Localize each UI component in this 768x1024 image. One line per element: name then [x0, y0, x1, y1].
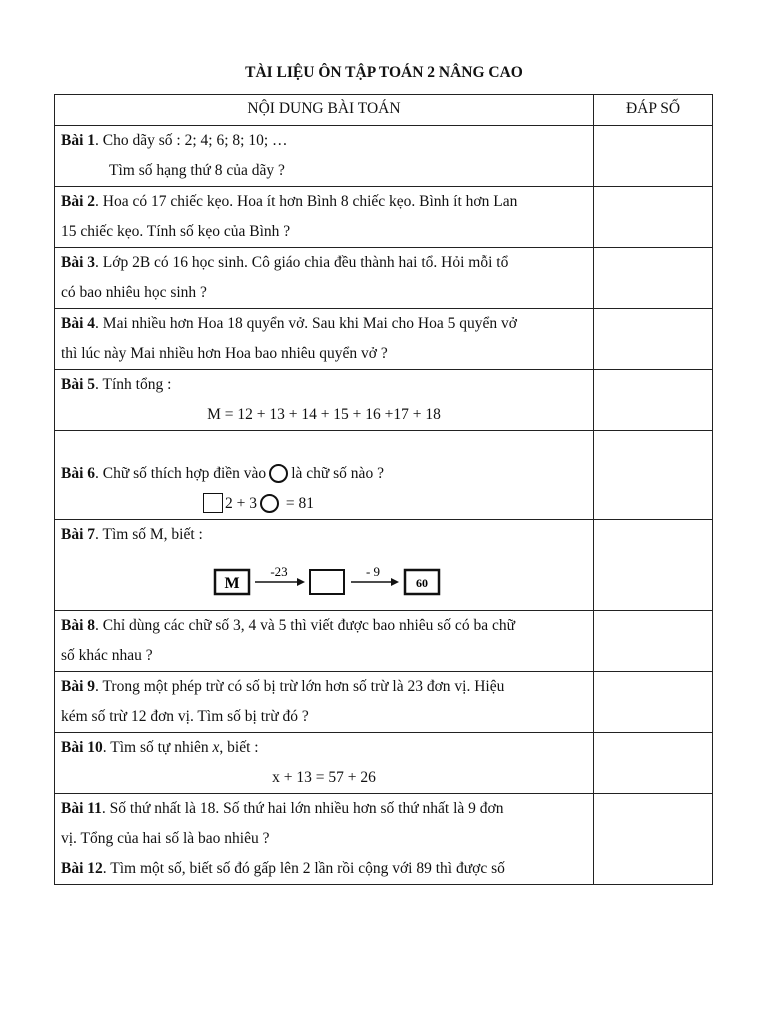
problem-label: Bài 10: [61, 739, 103, 756]
flow-diagram-svg: [207, 560, 447, 600]
problem-label: Bài 9: [61, 678, 96, 695]
problem-2: [55, 187, 594, 248]
square-blank-icon: [203, 493, 223, 513]
problem-text: là chữ số nào ?: [291, 465, 384, 482]
problem-label: Bài 12: [61, 860, 103, 877]
problem-equation: [61, 489, 587, 519]
problem-1: [55, 126, 594, 187]
flow-arrowhead-2: [391, 578, 399, 586]
problem-label: Bài 8: [61, 617, 96, 634]
answer-cell[interactable]: [594, 126, 713, 187]
table-row: [55, 309, 713, 370]
answer-cell[interactable]: [594, 611, 713, 672]
problem-text: . Tính tổng :: [95, 376, 172, 393]
problem-text: . Hoa có 17 chiếc kẹo. Hoa ít hơn Bình 8 chiếc kẹo. Bình ít hơn Lan: [95, 193, 518, 210]
table-row: [55, 611, 713, 672]
problem-11-12: [55, 794, 594, 885]
equation-part: 2 + 3: [225, 495, 257, 512]
document-title: TÀI LIỆU ÔN TẬP TOÁN 2 NÂNG CAO: [245, 64, 523, 81]
problem-text: . Chữ số thích hợp điền vào: [95, 465, 267, 482]
circle-blank-icon: [260, 494, 279, 513]
problem-4: [55, 309, 594, 370]
table-row: [55, 520, 713, 611]
problem-text: . Cho dãy số : 2; 4; 6; 8; 10; …: [95, 132, 288, 149]
flow-op2-label: - 9: [365, 564, 381, 579]
flow-end-label: 60: [416, 576, 428, 590]
problem-text: . Mai nhiều hơn Hoa 18 quyển vở. Sau khi Mai cho Hoa 5 quyển vở: [95, 315, 517, 332]
problem-text: vị. Tổng của hai số là bao nhiêu ?: [61, 830, 270, 847]
equation-part: = 81: [285, 495, 314, 512]
table-row: [55, 794, 713, 885]
table-row: [55, 733, 713, 794]
problem-text: . Lớp 2B có 16 học sinh. Cô giáo chia đều thành hai tổ. Hỏi mỗi tổ: [95, 254, 509, 271]
problem-label: Bài 11: [61, 800, 102, 817]
problem-label: Bài 2: [61, 193, 96, 210]
flow-box-middle: [310, 570, 344, 594]
problem-label: Bài 7: [61, 526, 96, 543]
table-row: [55, 248, 713, 309]
problem-10: [55, 733, 594, 794]
problem-label: Bài 3: [61, 254, 96, 271]
problem-text: . Tìm số tự nhiên: [102, 739, 209, 756]
equation-text: x + 13 = 57 + 26: [272, 769, 376, 786]
answer-cell[interactable]: [594, 309, 713, 370]
problem-text: số khác nhau ?: [61, 647, 153, 664]
answer-cell[interactable]: [594, 431, 713, 520]
answer-cell[interactable]: [594, 672, 713, 733]
problem-table: [54, 94, 713, 885]
problem-label: Bài 4: [61, 315, 96, 332]
problem-3: [55, 248, 594, 309]
problem-text: kém số trừ 12 đơn vị. Tìm số bị trừ đó ?: [61, 708, 309, 725]
problem-text: Tìm số hạng thứ 8 của dãy ?: [109, 162, 285, 179]
problem-9: [55, 672, 594, 733]
table-row: [55, 431, 713, 520]
problem-text: 15 chiếc kẹo. Tính số kẹo của Bình ?: [61, 223, 291, 240]
problem-8: [55, 611, 594, 672]
problem-text: , biết :: [219, 739, 259, 756]
header-content: NỘI DUNG BÀI TOÁN: [55, 95, 594, 126]
answer-cell[interactable]: [594, 520, 713, 611]
flow-arrowhead-1: [297, 578, 305, 586]
problem-text: . Tìm một số, biết số đó gấp lên 2 lần rồi cộng với 89 thì được số: [102, 860, 505, 877]
variable-x: x: [212, 739, 220, 756]
table-row: [55, 672, 713, 733]
problem-6: [55, 431, 594, 520]
problem-label: Bài 6: [61, 465, 96, 482]
table-row: [55, 370, 713, 431]
problem-text: . Tìm số M, biết :: [95, 526, 203, 543]
problem-text: thì lúc này Mai nhiều hơn Hoa bao nhiêu quyển vở ?: [61, 345, 388, 362]
problem-text: . Số thứ nhất là 18. Số thứ hai lớn nhiều hơn số thứ nhất là 9 đơn: [101, 800, 504, 817]
flow-diagram: [61, 550, 587, 610]
table-row: [55, 126, 713, 187]
problem-label: Bài 1: [61, 132, 96, 149]
answer-cell[interactable]: [594, 187, 713, 248]
answer-cell[interactable]: [594, 248, 713, 309]
flow-start-label: M: [224, 575, 240, 592]
problem-5: [55, 370, 594, 431]
answer-cell[interactable]: [594, 794, 713, 885]
problem-equation: M = 12 + 13 + 14 + 15 + 16 +17 + 18: [207, 406, 441, 423]
answer-cell[interactable]: [594, 370, 713, 431]
answer-cell[interactable]: [594, 733, 713, 794]
problem-text: có bao nhiêu học sinh ?: [61, 284, 207, 301]
problem-label: Bài 5: [61, 376, 96, 393]
problem-text: . Chỉ dùng các chữ số 3, 4 và 5 thì viết được bao nhiêu số có ba chữ: [95, 617, 515, 634]
circle-blank-icon: [269, 464, 288, 483]
problem-7: [55, 520, 594, 611]
problem-text: . Trong một phép trừ có số bị trừ lớn hơn số trừ là 23 đơn vị. Hiệu: [95, 678, 505, 695]
table-header-row: [55, 95, 713, 126]
problem-equation: [61, 763, 587, 793]
header-answer: ĐÁP SỐ: [594, 95, 713, 126]
table-row: [55, 187, 713, 248]
flow-op1-label: -23: [270, 564, 288, 579]
